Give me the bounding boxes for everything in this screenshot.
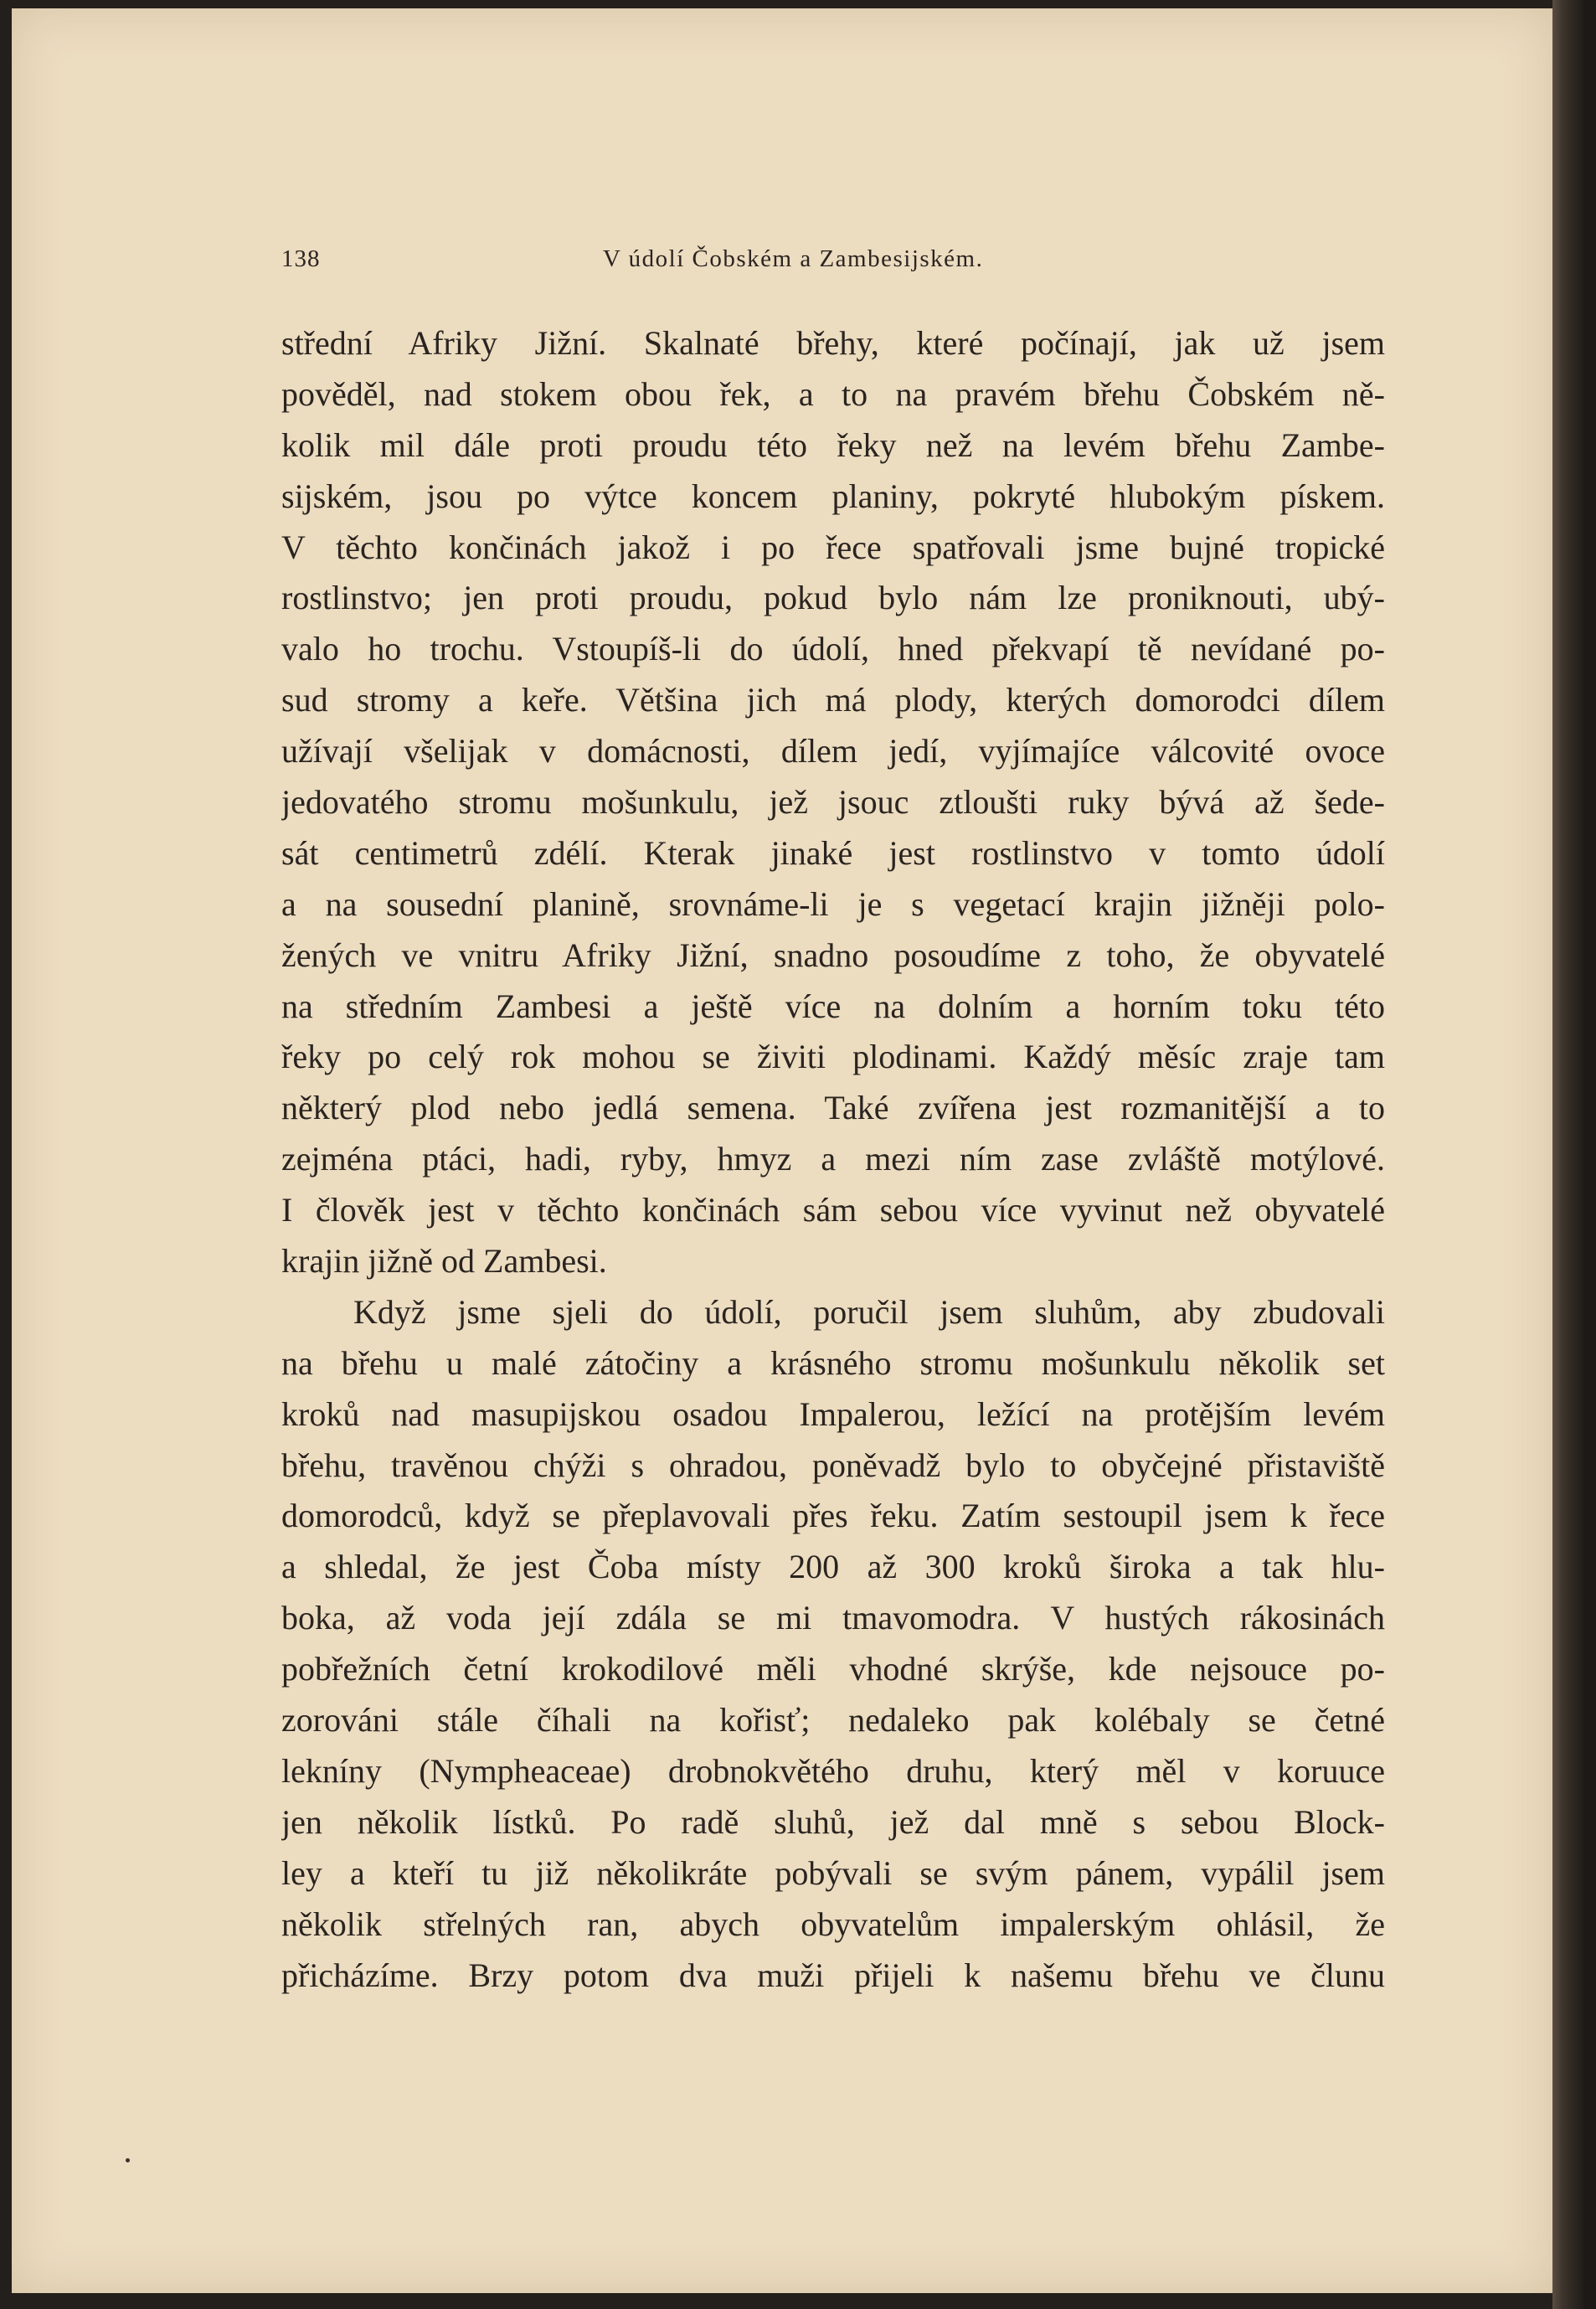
running-title: V údolí Čobském a Zambesijském. [603,245,984,272]
text-line: užívají všelijak v domácnosti, dílem jedí, vyjímajíce válcovité ovoce [281,732,1385,771]
text-line: na středním Zambesi a ještě více na dolním a horním toku této [281,987,1385,1025]
text-line: sijském, jsou po výtce koncem planiny, pokryté hlubokým pískem. [281,477,1385,515]
text-line: lekníny (Nympheaceae) drobnokvětého druhu, který měl v koruuce [281,1751,1385,1790]
page-header [12,245,1552,279]
text-line: ley a kteří tu již několikráte pobývali se svým pánem, vypálil jsem [281,1853,1385,1892]
text-line: V těchto končinách jakož i po řece spatřovali jsme bujné tropické [281,528,1385,566]
text-line: břehu, travěnou chýži s ohradou, poněvadž bylo to obyčejné přistaviště [281,1446,1385,1484]
text-line: jen několik lístků. Po radě sluhů, jež dal mně s sebou Block- [281,1802,1385,1841]
text-line: střední Afriky Jižní. Skalnaté břehy, které počínají, jak už jsem [281,324,1385,362]
text-line: a shledal, že jest Čoba místy 200 až 300 kroků široka a tak hlu- [281,1548,1385,1586]
text-line: rostlinstvo; jen proti proudu, pokud bylo nám lze proniknouti, ubý- [281,579,1385,617]
body-text [281,318,1385,2001]
text-line: I člověk jest v těchto končinách sám sebou více vyvinut než obyvatelé [281,1191,1385,1229]
text-line: řeky po celý rok mohou se živiti plodinami. Každý měsíc zraje tam [281,1038,1385,1076]
text-line: některý plod nebo jedlá semena. Také zvířena jest rozmanitější a to [281,1089,1385,1127]
paragraph-2 [281,1287,1385,2001]
text-line: sát centimetrů zdélí. Kterak jinaké jest rostlinstvo v tomto údolí [281,833,1385,872]
text-line: přicházíme. Brzy potom dva muži přijeli k našemu břehu ve člunu [281,1956,1385,1994]
scan-top-edge [0,0,1596,8]
text-line: zejména ptáci, hadi, ryby, hmyz a mezi ním zase zvláště motýlové. [281,1140,1385,1178]
text-line: krajin jižně od Zambesi. [281,1242,607,1281]
text-line: kroků nad masupijskou osadou Impalerou, ležící na protějším levém [281,1394,1385,1433]
text-line: pobřežních četní krokodilové měli vhodné skrýše, kde nejsouce po- [281,1650,1385,1688]
text-line: na břehu u malé zátočiny a krásného stromu mošunkulu několik set [281,1343,1385,1382]
text-line: valo ho trochu. Vstoupíš-li do údolí, hned překvapí tě nevídané po- [281,630,1385,668]
text-line: kolik mil dále proti proudu této řeky než na levém břehu Zambe- [281,425,1385,464]
text-line: a na sousední planině, srovnáme-li je s vegetací krajin jižněji polo- [281,884,1385,923]
text-line: pověděl, nad stokem obou řek, a to na pravém břehu Čobském ně- [281,374,1385,413]
paragraph-1 [281,318,1385,1287]
text-line: jedovatého stromu mošunkulu, jež jsouc ztloušti ruky bývá až šede- [281,783,1385,822]
book-page [12,8,1552,2293]
text-line: žených ve vnitru Afriky Jižní, snadno posoudíme z toho, že obyvatelé [281,935,1385,974]
text-line: Když jsme sjeli do údolí, poručil jsem sluhům, aby zbudovali [353,1292,1385,1331]
ink-speck [126,2158,130,2162]
text-line: zorováni stále číhali na kořisť; nedaleko pak kolébaly se četné [281,1701,1385,1739]
text-line: několik střelných ran, abych obyvatelům impalerským ohlásil, že [281,1904,1385,1943]
text-line: boka, až voda její zdála se mi tmavomodra. V hustých rákosinách [281,1599,1385,1637]
text-line: sud stromy a keře. Většina jich má plody, kterých domorodci dílem [281,681,1385,719]
scan-right-edge [1552,0,1596,2309]
text-line: domorodců, když se přeplavovali přes řeku. Zatím sestoupil jsem k řece [281,1497,1385,1535]
page-number: 138 [281,245,321,272]
